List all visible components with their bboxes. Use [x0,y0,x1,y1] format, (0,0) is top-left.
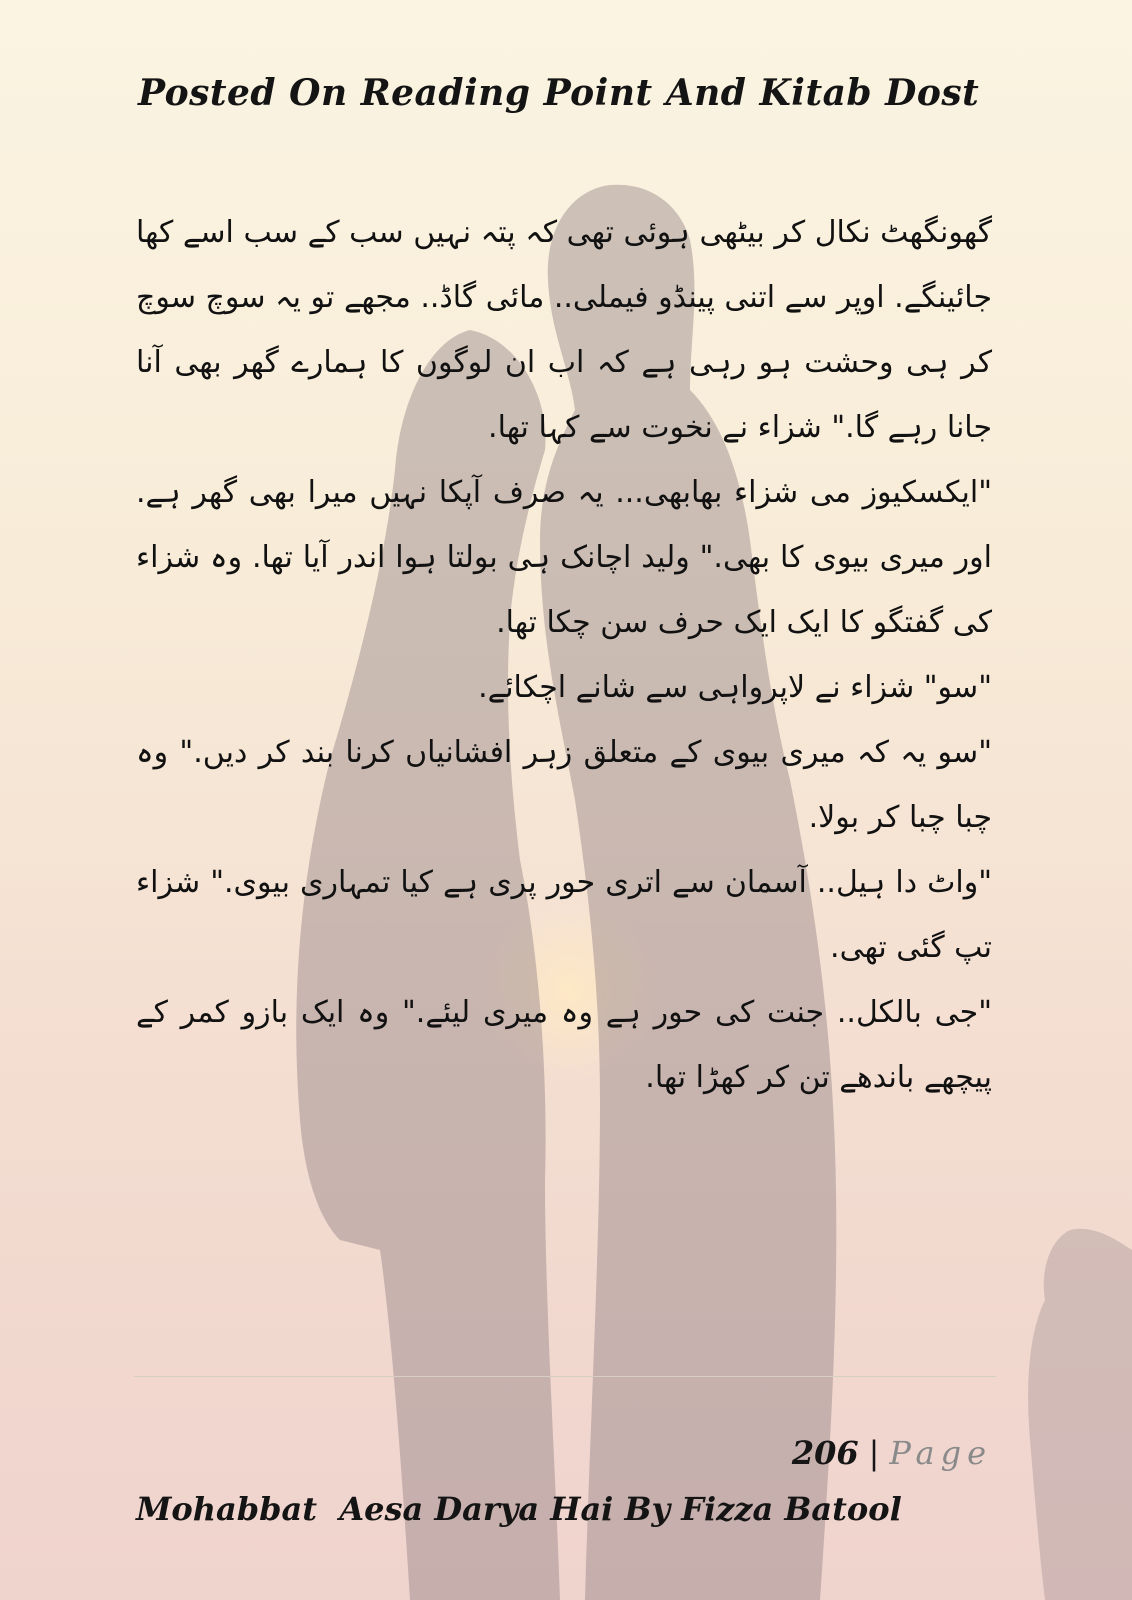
paragraph: "واٹ دا ہیل.. آسمان سے اتری حور پری ہے کیا تمہاری بیوی." شزاء تپ گئی تھی. [136,865,992,965]
paragraph: "ایکسکیوز می شزاء بھابھی... یہ صرف آپکا نہیں میرا بھی گھر ہے. اور میری بیوی کا بھی." ولید اچانک ہی بولتا ہوا اندر آیا تھا. وہ شزاء کی گفتگو کا ایک ایک حرف سن چکا تھا. [136,475,992,640]
page-label: Page [889,1434,992,1472]
page-separator: | [868,1434,880,1472]
header-title: Posted On Reading Point And Kitab Dost [138,72,980,114]
page-number: 206 [791,1434,859,1472]
page-number-block [792,1434,992,1472]
footer-divider [134,1376,996,1377]
paragraph: گھونگھٹ نکال کر بیٹھی ہوئی تھی کہ پتہ نہیں سب کے سب اسے کھا جائینگے. اوپر سے اتنی پینڈو فیملی.. مائی گاڈ.. مجھے تو یہ سوچ سوچ کر ہی وحشت ہو رہی ہے کہ اب ان لوگوں کا ہمارے گھر بھی آنا جانا رہے گا." شزاء نے نخوت سے کہا تھا. [136,215,992,445]
paragraph: "سو یہ کہ میری بیوی کے متعلق زہر افشانیاں کرنا بند کر دیں." وہ چبا چبا کر بولا. [136,735,992,835]
footer-book-title: Mohabbat Aesa Darya Hai By Fizza Batool [136,1490,902,1528]
paragraph: "جی بالکل.. جنت کی حور ہے وہ میری لیئے." وہ ایک بازو کمر کے پیچھے باندھے تن کر کھڑا تھا. [136,995,992,1095]
paragraph: "سو" شزاء نے لاپرواہی سے شانے اچکائے. [478,670,992,705]
story-text [136,200,992,1110]
